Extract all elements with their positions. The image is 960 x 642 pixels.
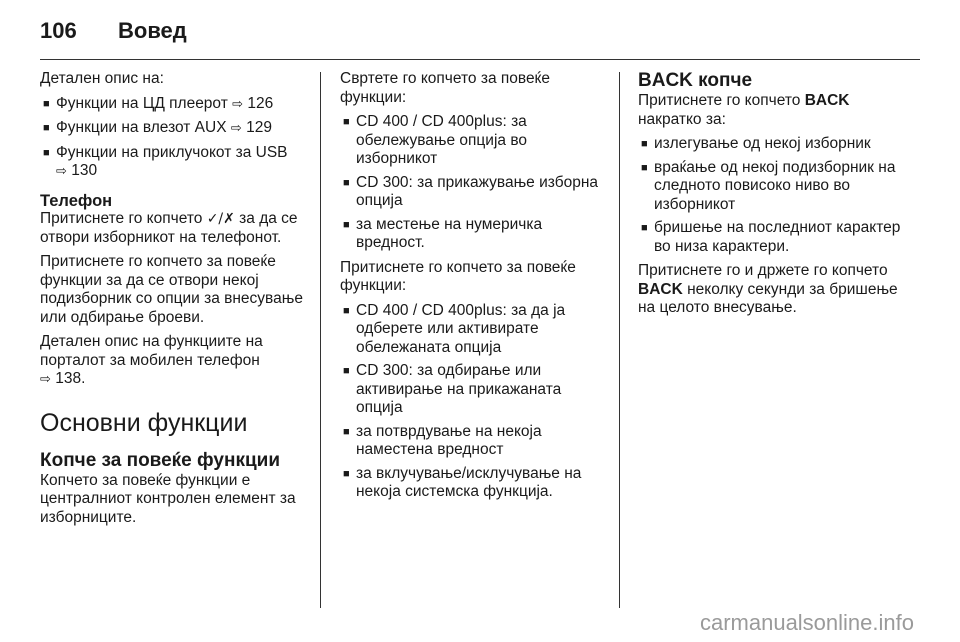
page-ref: 129 bbox=[246, 119, 272, 136]
column-divider-1 bbox=[320, 72, 321, 608]
xref-arrow-icon: ⇨ bbox=[56, 164, 67, 179]
column-2 bbox=[340, 70, 610, 508]
xref-arrow-icon: ⇨ bbox=[40, 372, 51, 387]
xref-arrow-icon: ⇨ bbox=[230, 121, 242, 136]
list-item: ■ Функции на приклучокот за USB ⇨ 130 bbox=[40, 144, 312, 182]
telephone-text-2: Притиснете го копчето за повеќе функции за да се отвори некој подизборник со опции за внесување или одбирање броеви. bbox=[40, 253, 303, 326]
list-item: ■ Функции на ЦД плеерот ⇨ 126 bbox=[40, 95, 312, 115]
page-title: Вовед bbox=[118, 18, 187, 43]
feature-list bbox=[40, 95, 312, 182]
press-list bbox=[340, 302, 610, 502]
telephone-heading: Телефон bbox=[40, 191, 113, 210]
back-hold-text: Притиснете го и држете го копчето BACK неколку секунди за бришење на целото внесување. bbox=[638, 262, 898, 316]
page-ref: 130 bbox=[71, 162, 98, 179]
list-item: ■ за местење на нумеричка вредност. bbox=[340, 216, 610, 253]
multifunction-heading: Копче за повеќе функции bbox=[40, 449, 280, 471]
telephone-text-3: Детален опис на функциите на порталот за мобилен телефон ⇨ 138. bbox=[40, 333, 263, 387]
turn-list bbox=[340, 113, 610, 253]
list-item: ■ CD 300: за одбирање или активирање на прикажаната опција bbox=[340, 362, 610, 418]
list-item: ■ CD 400 / CD 400plus: за да ја одберете или активирате обележаната опција bbox=[340, 302, 610, 358]
back-heading: BACK копче bbox=[638, 70, 753, 91]
xref-arrow-icon: ⇨ bbox=[232, 96, 244, 112]
page-header bbox=[40, 18, 920, 48]
watermark: carmanualsonline.info bbox=[699, 610, 914, 635]
turn-intro: Свртете го копчето за повеќе функции: bbox=[340, 70, 550, 106]
list-item: ■ за вклучување/исклучување на некоја системска функција. bbox=[340, 465, 610, 502]
column-1 bbox=[40, 70, 312, 533]
list-item: ■ излегување од некој изборник bbox=[638, 135, 908, 154]
page-number: 106 bbox=[40, 18, 77, 43]
list-item: ■ бришење на последниот карактер во низа карактери. bbox=[638, 219, 908, 256]
header-rule bbox=[40, 59, 920, 60]
list-item: ■ CD 400 / CD 400plus: за обележување опција во изборникот bbox=[340, 113, 610, 169]
list-item: ■ за потврдување на некоја наместена вредност bbox=[340, 423, 610, 460]
press-intro: Притиснете го копчето за повеќе функции: bbox=[340, 258, 576, 294]
list-item: ■ враќање од некој подизборник на следното повисоко ниво во изборникот bbox=[638, 159, 908, 215]
section-title: Основни функции bbox=[40, 408, 248, 437]
multifunction-text: Копчето за повеќе функции е централниот контролен елемент за изборниците. bbox=[40, 471, 296, 526]
page-ref: 126 bbox=[247, 94, 274, 112]
back-list bbox=[638, 135, 908, 256]
column-3 bbox=[638, 70, 908, 324]
phone-accept-reject-icon: ✓/✗ bbox=[206, 211, 235, 227]
column-divider-2 bbox=[619, 72, 620, 608]
back-intro: Притиснете го копчето BACK накратко за: bbox=[638, 92, 850, 128]
list-item: ■ Функции на влезот AUX ⇨ 129 bbox=[40, 119, 312, 139]
page-ref: 138. bbox=[55, 370, 86, 387]
intro-text: Детален опис на: bbox=[40, 70, 164, 87]
telephone-text-1: Притиснете го копчето ✓/✗ за да се отвори изборникот на телефонот. bbox=[40, 210, 298, 246]
list-item: ■ CD 300: за прикажување изборна опција bbox=[340, 174, 610, 211]
